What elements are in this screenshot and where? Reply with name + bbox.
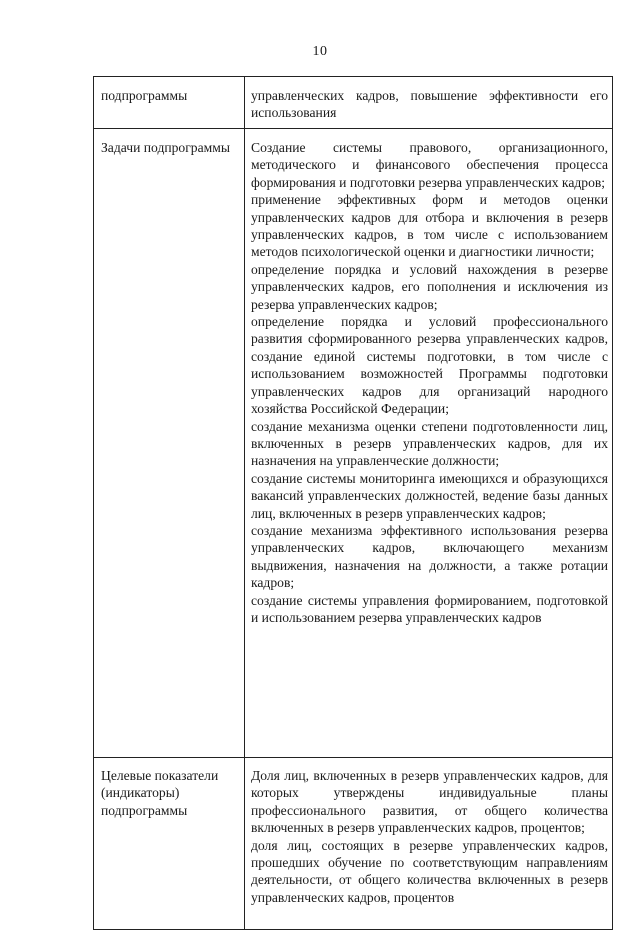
row-label: Задачи подпрограммы [94, 129, 245, 758]
program-passport-table [93, 76, 613, 930]
page-number: 10 [312, 44, 328, 59]
task-item: определение порядка и условий профессионального развития сформированного резерва управленческих кадров, создание единой системы подготовки, в том числе с использованием возможностей Программы подготовки управленческих кадров для организаций народного хозяйства Российской Федерации; [251, 314, 608, 417]
table-row [94, 129, 613, 758]
task-item: Создание системы правового, организационного, методического и финансового обеспечения процесса формирования и подготовки резерва управленческих кадров; [251, 140, 608, 190]
indicator-item: доля лиц, состоящих в резерве управленческих кадров, прошедших обучение по соответствующим направлениям деятельности, от общего количества включенных в резерв управленческих кадров, процентов [251, 837, 608, 905]
task-item: создание механизма оценки степени подготовленности лиц, включенных в резерв управленческих кадров, для их назначения на управленческие должности; [251, 418, 608, 469]
indicator-item: Доля лиц, включенных в резерв управленческих кадров, для которых утверждены индивидуальные планы профессионального развития, от общего количества включенных в резерв управленческих кадров, процентов; [251, 768, 608, 836]
task-item: создание системы управления формированием, подготовкой и использованием резерва управленческих кадров [251, 592, 608, 625]
table-row [94, 77, 613, 129]
row-content-tasks [245, 129, 613, 758]
task-item: создание системы мониторинга имеющихся и образующихся вакансий управленческих должностей, ведение базы данных лиц, включенных в резерв управленческих кадров; [251, 470, 608, 521]
row-content: управленческих кадров, повышение эффективности его использования [245, 77, 613, 129]
task-item: определение порядка и условий нахождения в резерве управленческих кадров, его пополнения и исключения из резерва управленческих кадров; [251, 261, 608, 312]
row-label: подпрограммы [94, 77, 245, 129]
row-label: Целевые показатели (индикаторы) подпрограммы [94, 758, 245, 930]
task-item: применение эффективных форм и методов оценки управленческих кадров для отбора и включения в резерв управленческих кадров, в том числе с использованием методов психологической оценки и диагностики личности; [251, 192, 608, 260]
task-item: создание механизма эффективного использования резерва управленческих кадров, включающего механизм выдвижения, назначения на должности, а также ротации кадров; [251, 522, 608, 591]
table-row [94, 758, 613, 930]
row-content-indicators [245, 758, 613, 930]
